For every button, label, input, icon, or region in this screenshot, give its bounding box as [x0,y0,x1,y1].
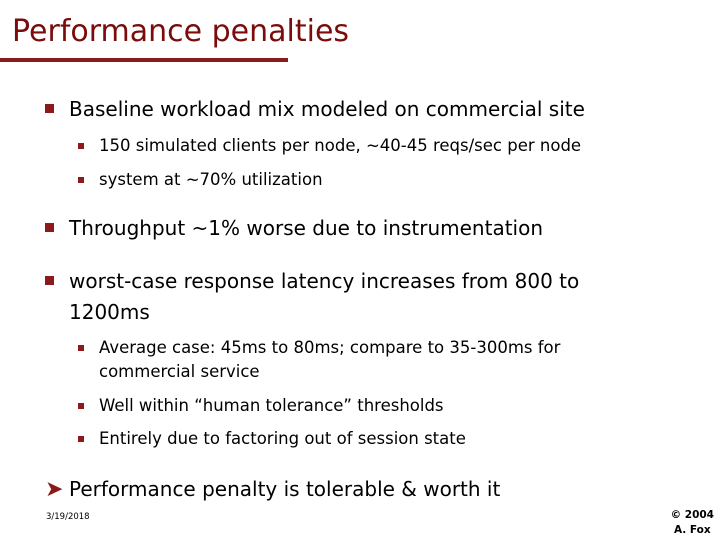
footer-copyright [671,508,714,538]
square-bullet-icon [45,276,54,285]
conclusion-text: Performance penalty is tolerable & worth it [69,477,501,501]
square-bullet-icon [45,223,54,232]
arrow-bullet-icon: ➤ [45,477,64,502]
square-bullet-icon [78,143,84,149]
bullet-text-line2: 1200ms [69,300,150,324]
sub-bullet-text: system at ~70% utilization [99,170,323,189]
footer-date: 3/19/2018 [46,512,90,522]
title-underline [0,58,288,62]
bullet-text: Baseline workload mix modeled on commercial site [69,97,585,121]
sub-bullet-text: Well within “human tolerance” thresholds [99,396,444,415]
slide-title: Performance penalties [12,14,350,49]
square-bullet-icon [45,104,54,113]
sub-bullet-text: Entirely due to factoring out of session state [99,429,466,448]
copyright-author: A. Fox [673,524,711,536]
square-bullet-icon [78,403,84,409]
copyright-line1: © 2004 [670,509,714,521]
sub-bullet-text-line1: Average case: 45ms to 80ms; compare to 35-300ms for [99,338,561,357]
bullet-text-line1: worst-case response latency increases from 800 to [69,269,580,293]
square-bullet-icon [78,436,84,442]
sub-bullet-text-line2: commercial service [99,362,260,381]
square-bullet-icon [78,177,84,183]
bullet-text: Throughput ~1% worse due to instrumentation [69,216,544,240]
square-bullet-icon [78,345,84,351]
sub-bullet-text: 150 simulated clients per node, ~40-45 reqs/sec per node [99,136,582,155]
